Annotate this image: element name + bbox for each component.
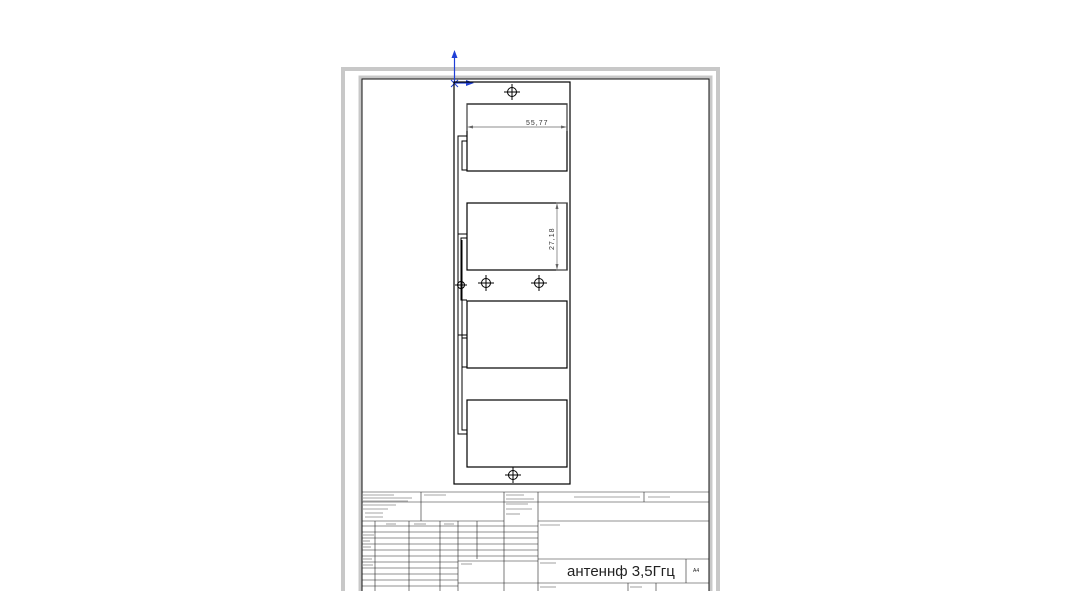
- mounting-holes: [455, 84, 547, 483]
- hole-feed: [455, 279, 467, 291]
- hole-mid-right: [531, 275, 547, 291]
- sheet-border: [343, 69, 718, 591]
- dimension-horizontal[interactable]: [467, 104, 567, 131]
- dimension-horizontal-label: 55,77: [526, 120, 549, 127]
- drawing-title: антеннф 3,5Ггц: [567, 563, 675, 580]
- patch-4: [467, 400, 567, 467]
- part-outline: [454, 82, 570, 484]
- hole-mid-left: [478, 275, 494, 291]
- patch-3: [467, 301, 567, 368]
- patch-1: [467, 104, 567, 171]
- dimension-vertical[interactable]: [549, 203, 567, 270]
- drawing-frame: [360, 77, 711, 591]
- hole-top: [504, 84, 520, 100]
- dimension-vertical-label: 27,18: [549, 227, 556, 250]
- hole-bottom: [505, 467, 521, 483]
- sheet-format: A4: [693, 568, 700, 574]
